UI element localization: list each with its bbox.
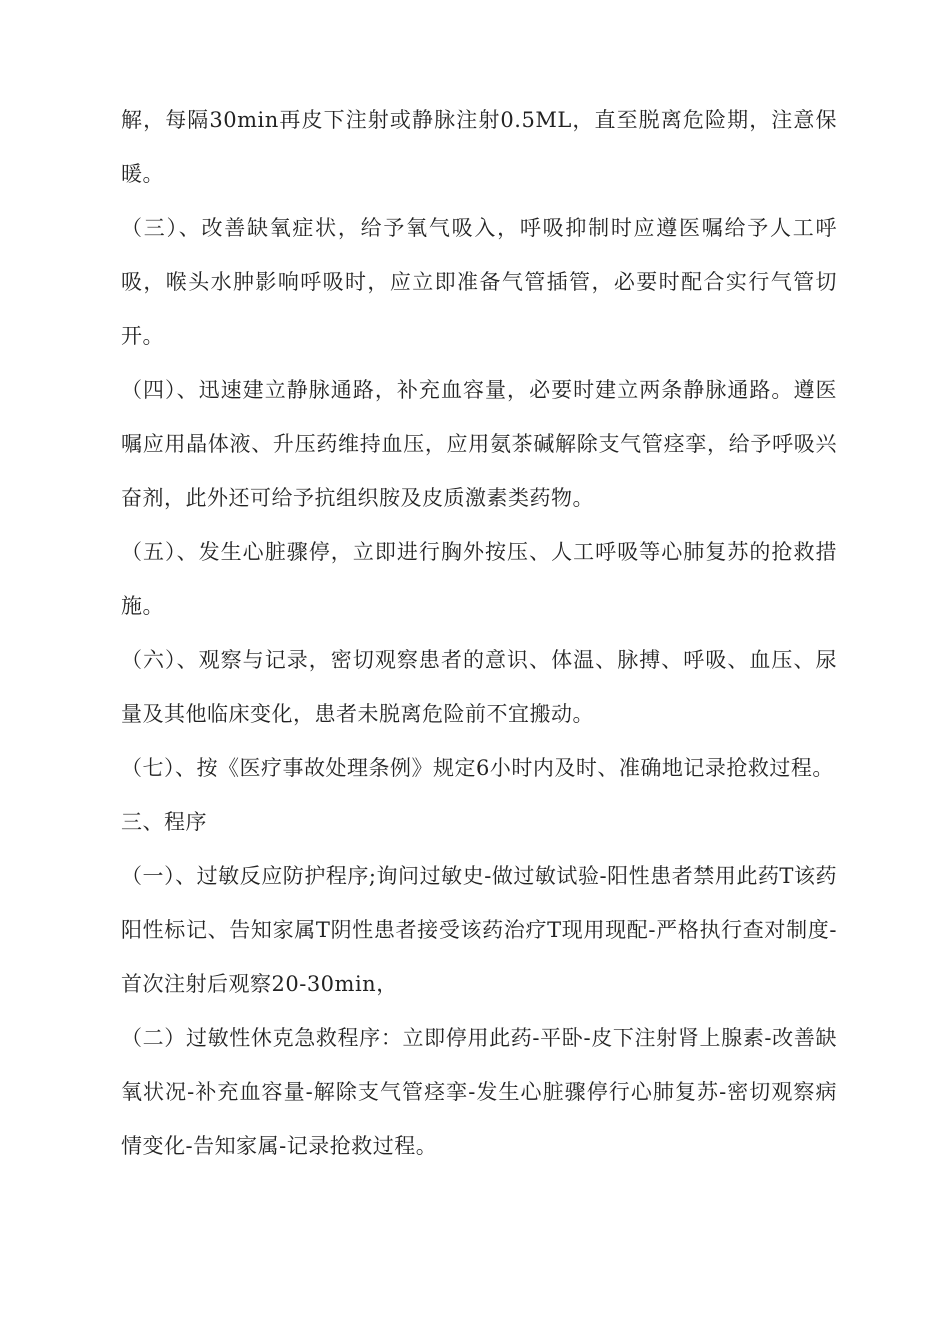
paragraph-epinephrine-continued: 解，每隔30min再皮下注射或静脉注射0.5ML，直至脱离危险期，注意保暖。 — [121, 108, 837, 186]
paragraph-item-5-cardiac-arrest: （五）、发生心脏骤停，立即进行胸外按压、人工呼吸等心肺复苏的抢救措施。 — [121, 540, 837, 618]
paragraph-procedure-2-emergency: （二）过敏性休克急救程序：立即停用此药-平卧-皮下注射肾上腺素-改善缺氧状况-补充血容量-解除支气管痉挛-发生心脏骤停行心肺复苏-密切观察病情变化-告知家属-记录抢救过程。 — [121, 1026, 837, 1158]
paragraph-item-4-venous-access: （四）、迅速建立静脉通路，补充血容量，必要时建立两条静脉通路。遵医嘱应用晶体液、升压药维持血压，应用氨茶碱解除支气管痉挛，给予呼吸兴奋剂，此外还可给予抗组织胺及皮质激素类药物。 — [121, 378, 837, 510]
section-heading-procedure: 三、程序 — [121, 810, 207, 834]
paragraph-procedure-1-prevention: （一）、过敏反应防护程序;询问过敏史-做过敏试验-阳性患者禁用此药T该药阳性标记、告知家属T阴性患者接受该药治疗T现用现配-严格执行查对制度-首次注射后观察20-30min， — [121, 864, 837, 996]
paragraph-item-3-oxygen: （三）、改善缺氧症状，给予氧气吸入，呼吸抑制时应遵医嘱给予人工呼吸，喉头水肿影响呼吸时，应立即准备气管插管，必要时配合实行气管切开。 — [121, 216, 837, 348]
document-body — [121, 93, 837, 1173]
paragraph-item-7-records: （七）、按《医疗事故处理条例》规定6小时内及时、准确地记录抢救过程。 — [121, 756, 834, 780]
paragraph-item-6-observation: （六）、观察与记录，密切观察患者的意识、体温、脉搏、呼吸、血压、尿量及其他临床变化，患者未脱离危险前不宜搬动。 — [121, 648, 837, 726]
